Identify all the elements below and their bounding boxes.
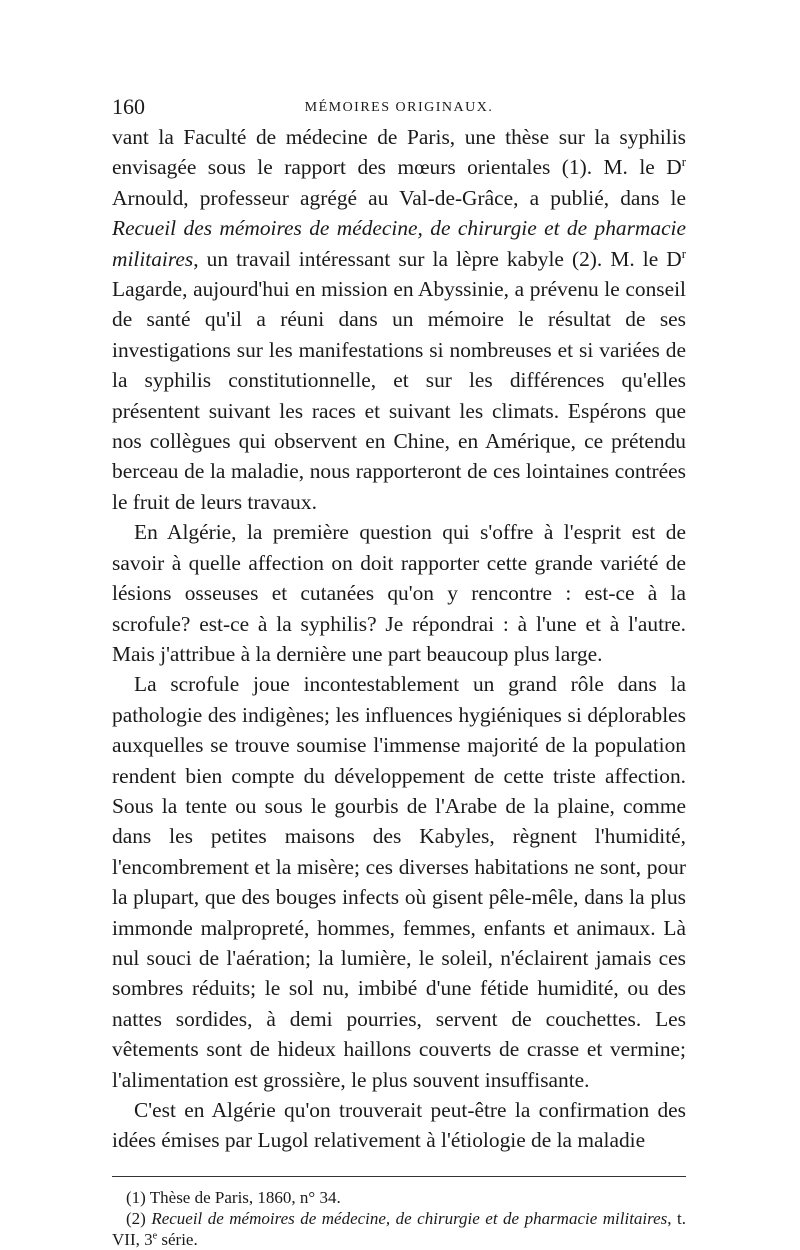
page-number: 160 — [112, 94, 145, 119]
text-run: , un travail intéressant sur la lèpre kabyle (2). M. le D — [193, 246, 682, 271]
text-run: En Algérie, la première question qui s'offre à l'esprit est de savoir à quelle affection on doit rapporter cette grande variété de lésions osseuses et cutanées qu'on y rencontre : est-ce à la scrofule? est-ce à la syphilis? Je répondrai : à l'une et à l'autre. Mais j'attribue à la dernière une part beaucoup plus large. — [112, 520, 686, 666]
text-run: C'est en Algérie qu'on trouverait peut-être la confirmation des idées émises par Lugol relativement à l'étiologie de la maladie — [112, 1098, 686, 1153]
paragraph — [112, 669, 686, 1095]
superscript: r — [681, 155, 686, 170]
text-run: vant la Faculté de médecine de Paris, une thèse sur la syphilis envisagée sous le rapport des mœurs orientales (1). M. le D — [112, 125, 686, 180]
text-run: série. — [157, 1229, 198, 1249]
text-run: , t. VII, 3 — [112, 1208, 686, 1249]
italic-text: Recueil des mémoires de médecine, de chirurgie et de pharmacie militaires — [112, 216, 686, 271]
text-run: La scrofule joue incontestablement un grand rôle dans la pathologie des indigènes; les influences hygiéniques si déplorables auxquelles se trouve soumise l'immense majorité de la population rendent bien compte du développement de cette triste affection. Sous la tente ou sous le gourbis de l'Arabe de la plaine, comme dans les petites maisons des Kabyles, règnent l'humidité, l'encombrement et la misère; ces diverses habitations ne sont, pour la plupart, que des bouges infects où gisent pêle-mêle, dans la plus immonde malpropreté, hommes, femmes, enfants et animaux. Là nul souci de l'aération; la lumière, le soleil, n'éclairent jamais ces sombres réduits; le sol nu, imbibé d'une fétide humidité, ou des nattes sordides, à demi pourries, servent de couchettes. Les vêtements sont de hideux haillons couverts de crasse et vermine; l'alimentation est grossière, le plus souvent insuffisante. — [112, 672, 686, 1092]
footnote-divider — [112, 1176, 686, 1177]
body-text — [112, 122, 686, 1156]
text-run: (1) Thèse de Paris, 1860, n° 34. — [126, 1187, 341, 1207]
superscript: r — [681, 246, 686, 261]
paragraph — [112, 122, 686, 517]
italic-text: Recueil de mémoires de médecine, de chirurgie et de pharmacie militaires — [151, 1208, 668, 1228]
page-header — [112, 92, 686, 122]
page — [112, 92, 686, 1250]
text-run: (2) — [126, 1208, 152, 1228]
running-head: MÉMOIRES ORIGINAUX. — [304, 100, 494, 115]
text-run: Lagarde, aujourd'hui en mission en Abyssinie, a prévenu le conseil de santé qu'il a réuni dans un mémoire le résultat de ses investigations sur les manifestations si nombreuses et si variées de la syphilis constitutionnelle, et sur les différences qu'elles présentent suivant les races et suivant les climats. Espérons que nos collègues qui observent en Chine, en Amérique, ce prétendu berceau de la maladie, nous rapporteront de ces lointaines contrées le fruit de leurs travaux. — [112, 277, 686, 514]
text-run: Arnould, professeur agrégé au Val-de-Grâce, a publié, dans le — [112, 185, 686, 210]
paragraph — [112, 517, 686, 669]
footnote — [112, 1187, 686, 1208]
superscript: e — [152, 1230, 158, 1242]
paragraph — [112, 1095, 686, 1156]
footnotes — [112, 1187, 686, 1250]
footnote — [112, 1208, 686, 1250]
